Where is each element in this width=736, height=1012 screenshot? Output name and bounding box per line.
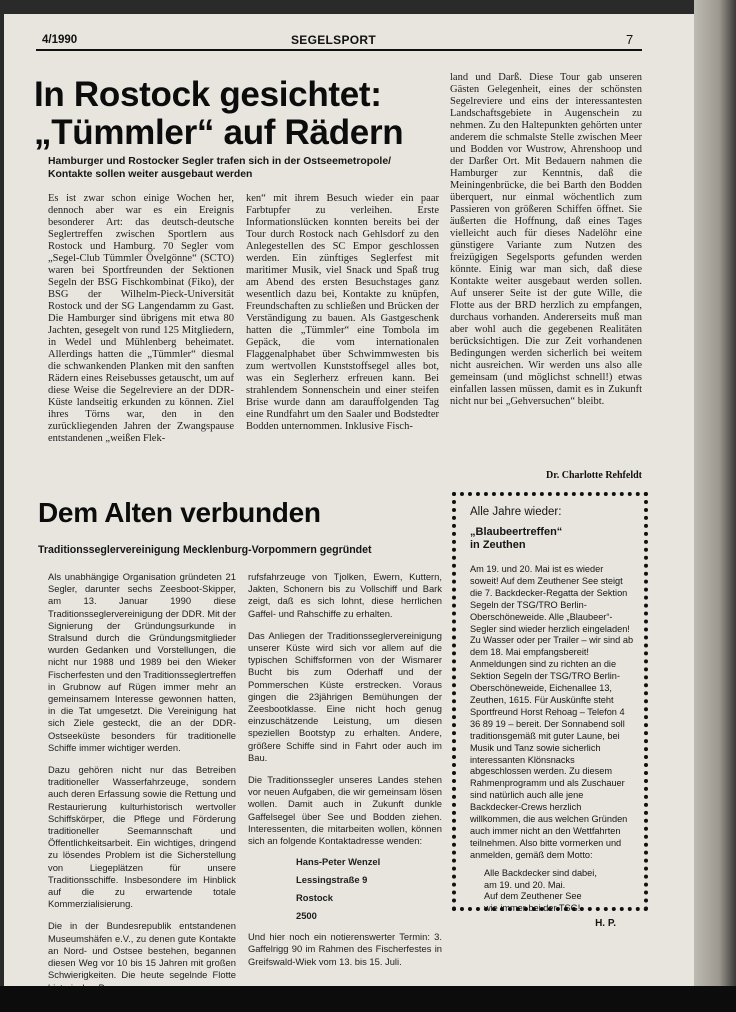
article2-paragraph: rufsfahrzeuge von Tjolken, Ewern, Kuttern, Jakten, Schonern bis zu Vollschiff und Bark zeigt, daß es sich lohnt, diese herrlichen Gaffel- und Rahschiffe zu erhalten. — [248, 571, 442, 619]
announcement-box — [452, 492, 648, 930]
article1-paragraph: ken“ mit ihrem Besuch wieder ein paar Farbtupfer zu verleihen. Erste Informationslücken konnten bereits bei der Tour durch Rostock nach Gehlsdorf zu den Anlegestellen des SC Empor geschlossen werden. Ein zünftiges Seglerfest mit maritimer Musik, viel Snack und Spaß trug am Abend des ersten Besuchstages ganz wesentlich dazu bei, Kontakte zu knüpfen, Freundschaften zu schließen und Brücken der Verständigung zu bauen. Als Gastgeschenk hatten die „Tümmler“ eine Tombola im Gepäck, die vom internationalen Flaggenalphabet über Schwimmwesten bis zum wertvollen Kunststoffsegel alles bot, was ein Seglerherz erfreuen kann. Bei strahlendem Sonnenschein und einer steifen Brise wurde dann am darauffolgenden Tag eine Rundfahrt um den Saaler und Bodstedter Bodden unternommen. Inklusive Fisch- — [246, 193, 439, 432]
article2-headline: Dem Alten verbunden — [38, 497, 321, 528]
contact-postcode: 2500 — [296, 910, 317, 922]
announcement-intro: Alle Jahre wieder: — [470, 506, 562, 518]
contact-address — [296, 853, 442, 925]
section-title: SEGELSPORT — [291, 33, 377, 47]
article2-subheadline: Traditionsseglervereinigung Mecklenburg-Vorpommern gegründet — [38, 544, 372, 556]
article2-paragraph: Die in der Bundesrepublik entstandenen Museumshäfen e.V., zu denen gute Kontakte an Nord- und Ostsee bestehen, begannen diesen Weg vor 10 bis 15 Jahren mit großen Schwierigkeiten. Die heute segelnde Flotte — [48, 920, 236, 981]
article2-paragraph: Und hier noch ein notierenswerter Termin: 3. Gaffelrigg 90 im Rahmen des Fischerfestes in Greifswald-Wiek vom 13. bis 15. Juli. — [248, 931, 442, 967]
poem-line: Auf dem Zeuthener See — [484, 891, 582, 902]
announcement-poem — [484, 868, 634, 916]
article1-subheadline-line2: Kontakte sollen weiter ausgebaut werden — [48, 169, 253, 180]
article1-author: Dr. Charlotte Rehfeldt — [545, 470, 642, 481]
article1-headline-line1: In Rostock gesichtet: — [34, 75, 382, 114]
article1-paragraph: land und Darß. Diese Tour gab unseren Gästen Gelegenheit, eines der schönsten Segelreviere und eins der interessantesten Landschaftsgebiete in Augenschein zu nehmen. Zu den Haltepunkten gehörten unter anderem die schmalste Stelle zwischen Meer und Bodden vor Wustrow, Ahrenshoop und der Darßer Ort. Mit Bedauern nahmen die Hamburger zur Kenntnis, daß die Meiningenbrücke, die bei Barth den Bodden überquert, nur einmal wöchentlich zum Passieren von größeren Schiffen öffnet. Sie äußerten die Hoffnung, daß eines Tages vielleicht auch für dieses Nadelöhr eine günstigere Variante zum Nutzen des freizügigen Segelsports gefunden werden könnte. Einig war man sich, daß diese Kontakte weiter ausgebaut werden sollen. Auf unserer Seite ist der gute Wille, die Flotte aus der BRD herzlich zu empfangen, durchaus vorhanden. Andererseits muß man aber wohl auch die gegebenen Realitäten berücksichtigen. Die zur Zeit vorhandenen Bedingungen werden sicherlich bei weitem nicht ausreichen. Wir werden uns also alle gemeinsam (und möglichst schnell!) etwas einfallen lassen müssen, damit es in Zukunft nicht nur bei „Gehversuchen“ bleibt. — [450, 72, 642, 407]
issue-number: 4/1990 — [42, 34, 78, 46]
article2-paragraph: Dazu gehören nicht nur das Betreiben traditioneller Wasserfahrzeuge, sondern auch deren Erfassung sowie die Rettung und Restaurierung kulturhistorisch wertvoller Schiffskörper, die Pflege und Förderung traditioneller Seemannschaft und Öffentlichkeitsarbeit. Ein wichtiges, dringend zu lösendes Problem ist die Sicherstellung von Liegeplätzen für unsere Traditionsschiffe. Insbesondere im Hinblick auf die zu erwartende totale Kommerzialisierung. — [48, 764, 236, 910]
scan-bottom-border — [0, 986, 736, 1012]
contact-street: Lessingstraße 9 — [296, 874, 368, 886]
announcement-title-line1: „Blaubeertreffen“ — [470, 526, 563, 538]
contact-city: Rostock — [296, 892, 333, 904]
article2-column-1 — [48, 571, 236, 986]
announcement-text: Am 19. und 20. Mai ist es wieder soweit! Auf dem Zeuthener See steigt die 7. Backdecker-Regatta der Sektion Segeln der TSG/TRO Berlin-Oberschöneweide. Alle „Blaubeer“-Segler sind wieder herzlich eingeladen! Zu Wasser oder per Trailer – wir sind ab dem 18. Mai empfangsbereit! Anmeldungen sind zu richten an die Sektion Segeln der TSG/TRO Berlin-Oberschöneweide, Eichenallee 13, Zeuthen, 1615. Für Auskünfte steht Sportfreund Horst Rehoag – Telefon 4 36 89 19 – bereit. Der Sonnabend soll traditionsgemäß mit guter Laune, bei Musik und Tanz sowie sicherlich interessanten Klönsnacks abgeschlossen werden. Zu diesem Rahmenprogramm und als Zuschauer sind natürlich auch alle jene Backdecker-Crews herzlich willkommen, die aus welchen Gründen auch immer nicht an den Wettfahrten teilnehmen. Also bitte vormerken und anmelden, gemäß dem Motto: — [470, 564, 634, 860]
article2-column-2 — [248, 571, 442, 986]
contact-name: Hans-Peter Wenzel — [296, 856, 381, 868]
announcement-title-line2: in Zeuthen — [470, 539, 526, 551]
article1-column-1 — [48, 193, 234, 485]
announcement-box-content — [470, 506, 634, 930]
announcement-signature: H. P. — [595, 918, 616, 930]
header-rule — [36, 49, 642, 51]
poem-line: wie immer bei der TSG! — [484, 903, 581, 914]
page-number: 7 — [626, 32, 634, 47]
article1-paragraph: Es ist zwar schon einige Wochen her, dennoch aber war es ein Ereignis besonderer Art: das deutsch-deutsche Seglertreffen zwischen Sportlern aus Rostock und Hamburg. 70 Segler vom „Segel-Club Tümmler Övelgönne“ (SCTO) waren bei Sportfreunden der Sektionen Segeln der BSG Fischkombinat (Fiko), der BSG der Wilhelm-Pieck-Universität Rostock und der SG Langendamm zu Gast. Die Hamburger sind übrigens mit etwa 80 Jachten, gesegelt von rund 125 Mitgliedern, in Wedel und Mühlenberg beheimatet. Allerdings hatten die „Tümmler“ diesmal die schwankenden Planken mit den sanften Rädern eines Reisebusses getauscht, um auf diese Weise die Segelreviere an der DDR-Küste landseitig erkunden zu können. Ziel ihres Törns war, den in den zurückliegenden Jahren der Zwangspause entstandenen „weißen Flek- — [48, 193, 234, 444]
article1-headline-line2: „Tümmler“ auf Rädern — [34, 113, 404, 152]
poem-line: am 19. und 20. Mai. — [484, 879, 566, 890]
article2-paragraph: Die Traditionssegler unseres Landes stehen vor neuen Aufgaben, die wir gemeinsam lösen wollen. Damit auch in Zukunft dunkle Gaffelsegel über See und Bodden ziehen. Interessenten, die mitarbeiten wollen, können sich an folgende Kontaktadresse wenden: — [248, 774, 442, 847]
poem-line: Alle Backdecker sind dabei, — [484, 867, 597, 878]
magazine-page — [4, 14, 694, 986]
article2-paragraph: Das Anliegen der Traditionsseglervereinigung unserer Küste wird sich vor allem auf die typischen Schiffsformen von der Wismarer Bucht bis zum Oderhaff und der Pommerschen Küste erstrecken. Voraus gingen die 23jährigen Bemühungen der Zeesbootklasse. Eine nicht hoch genug einzuschätzende Leistung, um diesen speziellen Bootstyp zu erhalten. Andere, größere Schiffe sind in Fahrt oder auch im Bau. — [248, 629, 442, 763]
article1-subheadline-line1: Hamburger und Rostocker Segler trafen sich in der Ostseemetropole/ — [48, 156, 391, 167]
article2-paragraph: Als unabhängige Organisation gründeten 21 Segler, darunter sechs Zeesboot-Skipper, am 13. Januar 1990 diese Traditionsseglervereinigung der DDR. Mit der Signierung der Gründungsurkunde in Stralsund durch die Gründungsmitglieder wurden Gedanken und Vorstellungen, die nicht nur 1988 und 1989 bei den Wieker Fischerfesten und den Traditionsseglertreffen in Grubnow auf Rügen immer mehr an gemeinsamem Interesse gewonnen hatten, in die Tat umgesetzt. Die Vereinigung hat sich Ziele gesteckt, die an der DDR-Ostseeküste besonders für traditionelle Schiffe immer wichtiger werden. — [48, 571, 236, 753]
article1-column-2 — [246, 193, 439, 485]
book-binding-edge — [694, 0, 736, 1012]
article1-column-3 — [450, 72, 642, 464]
